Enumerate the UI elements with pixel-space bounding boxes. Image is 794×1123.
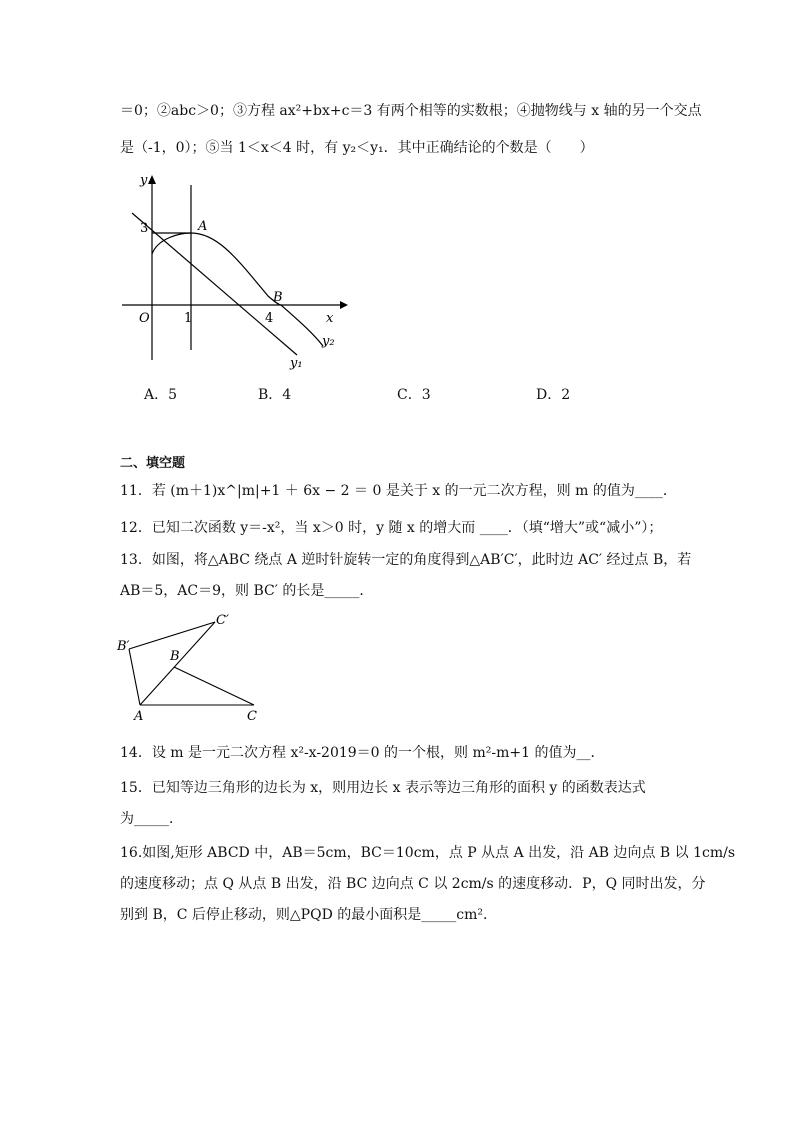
- label-c: C: [247, 709, 257, 724]
- q10-graph: [118, 170, 358, 375]
- x-axis-arrow: [340, 301, 348, 309]
- q16-line1: 16.如图,矩形 ABCD 中，AB＝5cm，BC＝10cm，点 P 从点 A 出发，沿 AB 边向点 B 以 1cm/s: [120, 845, 736, 861]
- origin-label: O: [139, 311, 150, 326]
- q13-line1: 13．如图，将△ABC 绕点 A 逆时针旋转一定的角度得到△AB′C′，此时边 AC′ 经过点 B，若: [120, 552, 692, 568]
- label-c-prime: C′: [216, 613, 229, 628]
- option-b[interactable]: B．4: [258, 387, 292, 403]
- tick-x-1: 1: [184, 311, 193, 326]
- curve-y1-label: y₁: [290, 356, 303, 371]
- tick-x-4: 4: [265, 311, 274, 326]
- parabola-y2: [152, 233, 323, 346]
- label-a: A: [134, 709, 144, 724]
- q14-text: 14．设 m 是一元二次方程 x²-x-2019＝0 的一个根，则 m²-m+1 的值为__．: [120, 745, 605, 761]
- q16-line2: 的速度移动；点 Q 从点 B 出发，沿 BC 边向点 C 以 2cm/s 的速度移动．P，Q 同时出发，分: [120, 876, 706, 892]
- x-axis-label: x: [326, 311, 334, 326]
- section-title: 二、填空题: [120, 456, 186, 471]
- q16-line3: 别到 B，C 后停止移动，则△PQD 的最小面积是_____cm²．: [120, 907, 497, 923]
- q15-line1: 15．已知等边三角形的边长为 x，则用边长 x 表示等边三角形的面积 y 的函数表达式: [120, 780, 646, 796]
- tick-y-3: 3: [140, 221, 149, 236]
- point-b-label: B: [273, 290, 283, 305]
- label-b-prime: B′: [117, 639, 130, 654]
- q13-line2: AB＝5，AC＝9，则 BC′ 的长是_____．: [120, 583, 374, 599]
- q10-line1: ＝0；②abc＞0；③方程 ax²+bx+c＝3 有两个相等的实数根；④抛物线与 x 轴的另一个交点: [120, 103, 702, 119]
- q13-triangle-figure: [114, 612, 274, 724]
- label-b: B: [170, 649, 180, 664]
- curve-y2-label: y₂: [322, 334, 335, 349]
- option-d[interactable]: D．2: [536, 387, 571, 403]
- y-axis-label: y: [140, 173, 148, 188]
- line-y1: [132, 213, 297, 355]
- q10-line2: 是（-1，0）；⑤当 1＜x＜4 时，有 y₂＜y₁．其中正确结论的个数是（ ）: [120, 140, 594, 156]
- option-a[interactable]: A．5: [144, 387, 178, 403]
- option-c[interactable]: C．3: [397, 387, 431, 403]
- q15-line2: 为_____．: [120, 811, 183, 827]
- segment-ab-prime: [129, 649, 140, 705]
- q11-text: 11．若 (m＋1)x^|m|+1 ＋ 6x − 2 ＝ 0 是关于 x 的一元二次方程，则 m 的值为____．: [120, 483, 677, 499]
- segment-bc: [174, 667, 254, 705]
- y-axis-arrow: [148, 175, 156, 184]
- point-a-label: A: [198, 219, 208, 234]
- q12-text: 12．已知二次函数 y＝-x²，当 x＞0 时，y 随 x 的增大而 ____．（填“增大”或“减小”）；: [120, 520, 663, 536]
